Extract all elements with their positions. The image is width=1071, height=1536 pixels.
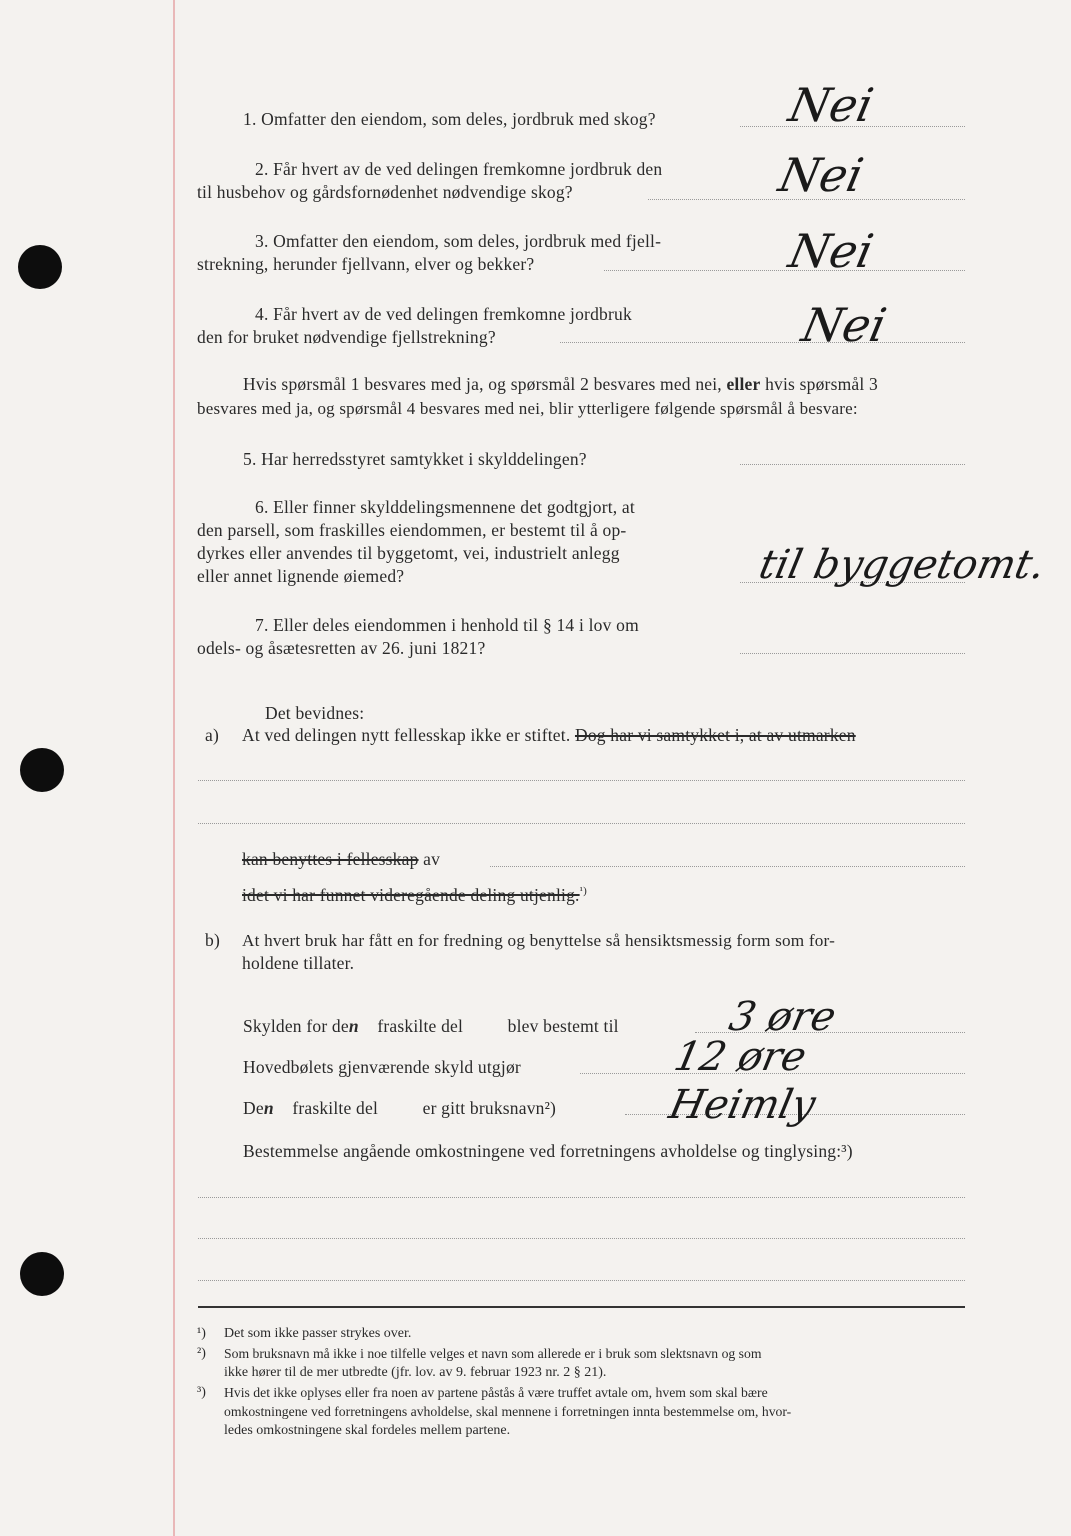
answer-4-handwritten: Nei [797,298,891,352]
intro-line-1: Hvis spørsmål 1 besvares med ja, og spørsmål 2 besvares med nei, eller hvis spørsmål 3 [243,374,878,394]
certify-b-line-2: holdene tillater. [242,953,355,973]
question-1: 1. Omfatter den eiendom, som deles, jordbruk med skog? [243,109,656,129]
footnote-1-mark: ¹) [197,1326,206,1341]
skyld-answer-3-handwritten: Heimly [665,1082,820,1128]
question-6-line-3: dyrkes eller anvendes til byggetomt, vei, industrielt anlegg [197,543,620,563]
certify-heading: Det bevidnes: [265,703,365,723]
question-6-line-2: den parsell, som fraskilles eiendommen, er bestemt til å op- [197,520,627,540]
answer-3-handwritten: Nei [784,224,878,278]
answer-line-3 [604,270,965,271]
footnote-2-line-1: Som bruksnavn må ikke i noe tilfelle velges et navn som allerede er i bruk som slektsnavn og som [224,1346,762,1361]
question-4: 4. Får hvert av de ved delingen fremkomne jordbruk [255,304,632,324]
certify-b-label: b) [205,930,220,950]
question-2: 2. Får hvert av de ved delingen fremkomne jordbruk den [255,159,663,179]
footnote-3-line-2: omkostningene ved forretningens avholdelse, skal mennene i forretningen innta bestemmelse om, hvor- [224,1404,792,1419]
certify-b-line-1: At hvert bruk har fått en for fredning og benyttelse så hensiktsmessig form som for- [242,931,836,950]
blank-line-a2 [198,823,965,824]
certify-a-label: a) [205,725,219,745]
question-3-line-2: strekning, herunder fjellvann, elver og bekker? [197,254,535,274]
certify-a-struck-3: idet vi har funnet videregående deling utjenlig.$^{^1)}$ [242,884,587,905]
footnote-2-mark: ²) [197,1346,206,1361]
footnote-3-line-1: Hvis det ikke oplyses eller fra noen av partene påstås å være truffet avtale om, hvem som skal bære [224,1385,768,1400]
question-5: 5. Har herredsstyret samtykket i skylddelingen? [243,449,587,469]
punch-hole-bottom [20,1252,64,1296]
question-7: 7. Eller deles eiendommen i henhold til § 14 i lov om [255,615,639,635]
answer-line-4 [560,342,965,343]
question-7-line-2: odels- og åsætesretten av 26. juni 1821? [197,638,486,658]
question-4-line-2: den for bruket nødvendige fjellstrekning? [197,327,496,347]
footnote-2-line-2: ikke hører til de mer utbredte (jfr. lov. av 9. februar 1923 nr. 2 § 21). [224,1365,607,1380]
answer-2-handwritten: Nei [774,148,868,202]
blank-line-b2 [198,1238,965,1239]
question-3: 3. Omfatter den eiendom, som deles, jordbruk med fjell- [255,231,662,251]
footnote-3-line-3: ledes omkostningene skal fordeles mellem partene. [224,1423,511,1438]
blank-line-b3 [198,1280,965,1281]
answer-1-handwritten: Nei [784,78,878,132]
footnote-rule [198,1306,965,1308]
blank-line-a3 [490,866,965,867]
skyld-line-4: Bestemmelse angående omkostningene ved forretningens avholdelse og tinglysing:³) [243,1141,853,1161]
intro-line-2: besvares med ja, og spørsmål 4 besvares med nei, blir ytterligere følgende spørsmål å besvare: [197,399,858,418]
certify-a-struck-2: kan benyttes i fellesskap av [242,849,441,869]
blank-line-b1 [198,1197,965,1198]
answer-6-handwritten: til byggetomt. [755,542,1050,588]
skyld-answer-2-handwritten: 12 øre [670,1034,811,1080]
question-6-line-4: eller annet lignende øiemed? [197,566,405,586]
skyld-line-2: Hovedbølets gjenværende skyld utgjør [243,1057,521,1077]
question-2-line-2: til husbehov og gårdsfornødenhet nødvendige skog? [197,182,573,202]
certify-a-text: At ved delingen nytt fellesskap ikke er stiftet. Dog har vi samtykket i, at av utmarken [242,725,856,745]
skyld-answer-1-handwritten: 3 øre [725,994,840,1040]
skyld-line-1: Skylden for den fraskilte del blev bestemt til [243,1016,619,1036]
footnote-3-mark: ³) [197,1385,206,1400]
answer-line-5 [740,464,965,465]
punch-hole-middle [20,748,64,792]
answer-line-7 [740,653,965,654]
footnote-1: Det som ikke passer strykes over. [224,1326,412,1341]
punch-hole-top [18,245,62,289]
blank-line-a1 [198,780,965,781]
margin-line [173,0,175,1536]
skyld-line-3: Den fraskilte del er gitt bruksnavn²) [243,1098,557,1118]
question-6: 6. Eller finner skylddelingsmennene det godtgjort, at [255,497,635,517]
